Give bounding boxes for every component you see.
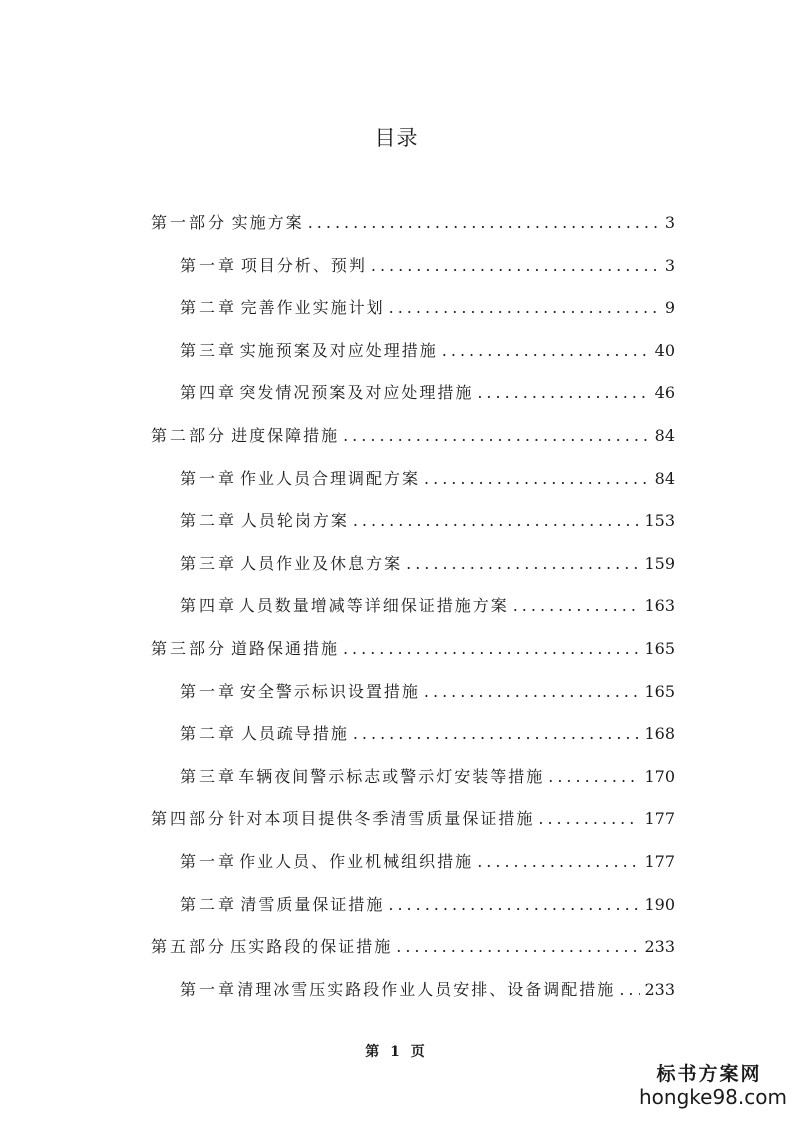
toc-dot-leader	[353, 509, 641, 533]
toc-chapter-entry	[180, 552, 675, 576]
toc-entry-number: 第三章	[180, 554, 238, 573]
toc-dot-leader	[619, 978, 640, 1002]
toc-chapter-entry	[180, 893, 675, 917]
watermark-domain: hongke98.com	[639, 1085, 787, 1109]
toc-entry-page: 40	[654, 341, 675, 360]
toc-dot-leader	[396, 935, 640, 959]
toc-dot-leader	[424, 467, 651, 491]
toc-entry-label: 人员数量增减等详细保证措施方案	[238, 596, 509, 615]
toc-chapter-entry	[180, 254, 675, 278]
watermark-logo	[639, 1062, 787, 1109]
toc-entry-page: 159	[644, 554, 675, 573]
toc-entry-number: 第一章	[180, 469, 238, 488]
toc-chapter-entry	[180, 381, 675, 405]
toc-entry-page: 153	[644, 511, 675, 530]
toc-entry-number: 第一章	[180, 852, 238, 871]
toc-dot-leader	[538, 807, 640, 831]
toc-part-entry	[151, 935, 675, 959]
toc-entry-number: 第三章	[180, 767, 238, 786]
toc-entry-page: 168	[644, 724, 675, 743]
toc-dot-leader	[388, 893, 640, 917]
toc-entry-label: 压实路段的保证措施	[230, 937, 393, 956]
toc-entry-page: 9	[664, 298, 675, 317]
toc-entry-page: 3	[664, 213, 675, 232]
toc-dot-leader	[477, 850, 640, 874]
toc-entry-page: 165	[644, 639, 675, 658]
toc-chapter-entry	[180, 296, 675, 320]
toc-entry-page: 170	[644, 767, 675, 786]
toc-dot-leader	[343, 424, 651, 448]
toc-chapter-entry	[180, 680, 675, 704]
toc-chapter-entry	[180, 850, 675, 874]
toc-entry-number: 第四部分	[151, 809, 228, 828]
toc-entry-label: 车辆夜间警示标志或警示灯安装等措施	[238, 767, 545, 786]
toc-entry-page: 84	[654, 469, 675, 488]
toc-entry-number: 第一部分	[151, 213, 228, 232]
toc-entry-number: 第一章	[180, 682, 238, 701]
toc-dot-leader	[548, 765, 640, 789]
page-number: 第 1 页	[365, 1044, 428, 1060]
toc-entry-number: 第二章	[180, 511, 238, 530]
toc-entry-label: 人员疏导措施	[240, 724, 349, 743]
toc-entry-label: 清雪质量保证措施	[240, 895, 385, 914]
toc-entry-page: 233	[644, 980, 675, 999]
toc-dot-leader	[353, 722, 641, 746]
toc-chapter-entry	[180, 509, 675, 533]
toc-entry-number: 第二章	[180, 298, 238, 317]
toc-part-entry	[151, 637, 675, 661]
toc-dot-leader	[389, 296, 661, 320]
toc-dot-leader	[343, 637, 641, 661]
toc-dot-leader	[406, 552, 640, 576]
toc-dot-leader	[371, 254, 661, 278]
toc-entry-page: 233	[644, 937, 675, 956]
toc-entry-page: 46	[654, 383, 675, 402]
toc-entry-label: 突发情况预案及对应处理措施	[239, 383, 474, 402]
toc-entry-page: 177	[644, 809, 675, 828]
toc-entry-label: 清理冰雪压实路段作业人员安排、设备调配措施	[237, 980, 616, 999]
toc-entry-label: 针对本项目提供冬季清雪质量保证措施	[228, 809, 535, 828]
toc-chapter-entry	[180, 765, 675, 789]
toc-entry-number: 第四章	[180, 596, 238, 615]
toc-dot-leader	[424, 680, 641, 704]
toc-chapter-entry	[180, 467, 675, 491]
toc-entry-page: 190	[644, 895, 675, 914]
toc-entry-number: 第五部分	[151, 937, 228, 956]
toc-entry-page: 3	[664, 256, 675, 275]
toc-entry-page: 163	[644, 596, 675, 615]
toc-entry-number: 第二部分	[151, 426, 228, 445]
toc-entry-label: 道路保通措施	[230, 639, 339, 658]
toc-entry-label: 项目分析、预判	[240, 256, 367, 275]
toc-entry-number: 第三部分	[151, 639, 228, 658]
toc-chapter-entry	[180, 978, 675, 1002]
toc-entry-number: 第四章	[180, 383, 238, 402]
toc-entry-label: 作业人员合理调配方案	[240, 469, 421, 488]
toc-entry-label: 完善作业实施计划	[240, 298, 385, 317]
toc-entry-label: 实施方案	[231, 213, 304, 232]
toc-entry-label: 人员轮岗方案	[240, 511, 349, 530]
toc-entry-number: 第一章	[180, 980, 238, 999]
toc-entry-label: 进度保障措施	[231, 426, 340, 445]
toc-entry-page: 177	[644, 852, 675, 871]
toc-chapter-entry	[180, 594, 675, 618]
toc-entry-page: 84	[654, 426, 675, 445]
toc-entry-number: 第二章	[180, 895, 238, 914]
toc-dot-leader	[442, 339, 651, 363]
toc-part-entry	[151, 424, 675, 448]
page-title: 目录	[374, 126, 419, 150]
toc-entry-number: 第二章	[180, 724, 238, 743]
toc-entry-label: 安全警示标识设置措施	[239, 682, 420, 701]
toc-part-entry	[151, 807, 675, 831]
toc-entry-number: 第三章	[180, 341, 238, 360]
watermark-name: 标书方案网	[656, 1063, 762, 1085]
toc-entry-page: 165	[644, 682, 675, 701]
toc-dot-leader	[513, 594, 641, 618]
toc-entry-number: 第一章	[180, 256, 238, 275]
toc-entry-label: 作业人员、作业机械组织措施	[239, 852, 474, 871]
toc-part-entry	[151, 211, 675, 235]
toc-chapter-entry	[180, 722, 675, 746]
toc-dot-leader	[308, 211, 661, 235]
toc-entry-label: 人员作业及休息方案	[240, 554, 403, 573]
toc-chapter-entry	[180, 339, 675, 363]
toc-dot-leader	[477, 381, 650, 405]
toc-entry-label: 实施预案及对应处理措施	[239, 341, 438, 360]
